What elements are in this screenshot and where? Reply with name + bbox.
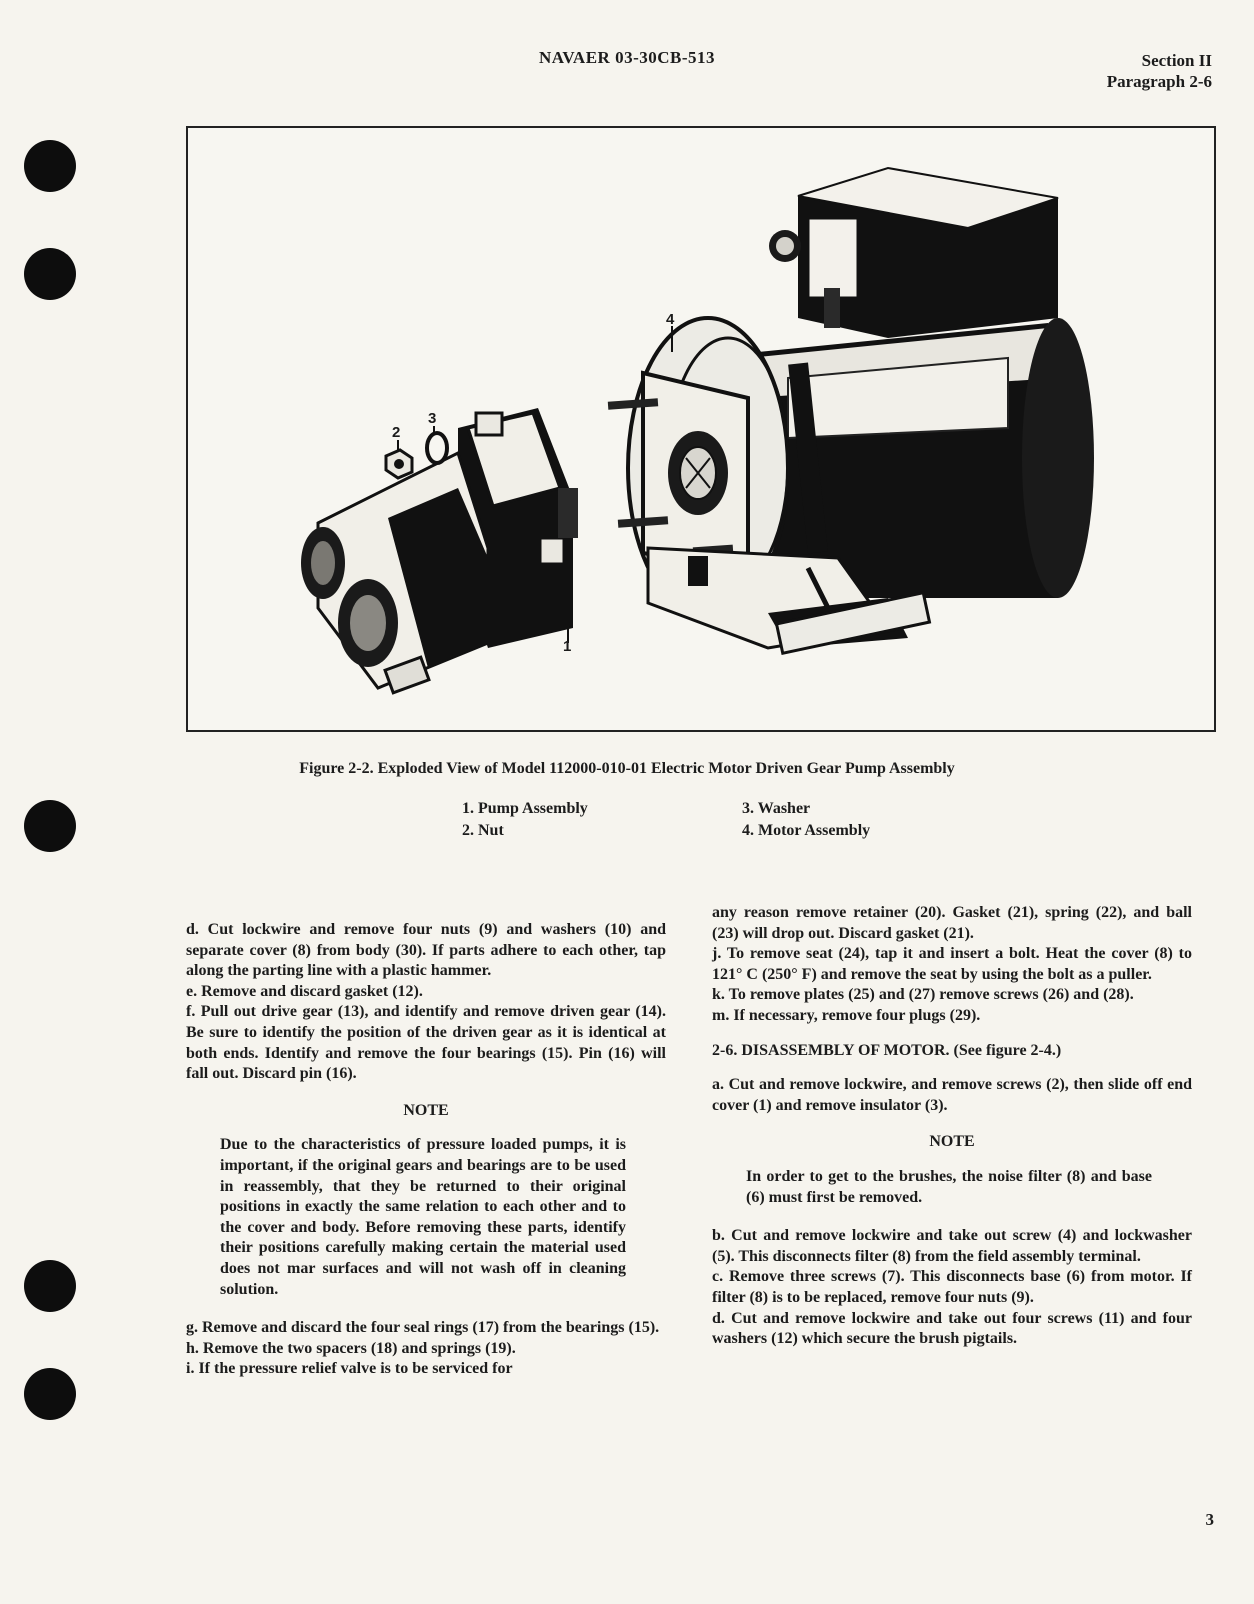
note-heading: NOTE <box>403 1101 449 1119</box>
callout-4: 4 <box>666 311 675 328</box>
legend-left <box>462 798 588 842</box>
section-reference <box>1107 50 1212 92</box>
step-j: j. To remove seat (24), tap it and insert a bolt. Heat the cover (8) to 121° C (250° F) and remove the seat by using the bolt as a puller. <box>712 945 1192 983</box>
motor-step-c: c. Remove three screws (7). This disconnects base (6) from motor. If filter (8) is to be replaced, remove four nuts (9). <box>712 1268 1192 1306</box>
motor-step-b: b. Cut and remove lockwire and take out screw (4) and lockwasher (5). This disconnects filter (8) from the field assembly terminal. <box>712 1227 1192 1265</box>
right-column <box>712 903 1192 1350</box>
legend-item: 2. Nut <box>462 822 504 839</box>
note-heading: NOTE <box>929 1133 975 1151</box>
step-i-continued: any reason remove retainer (20). Gasket (21), spring (22), and ball (23) will drop out. Discard gasket (21). <box>712 904 1192 942</box>
callout-3: 3 <box>428 410 437 427</box>
motor-step-d: d. Cut and remove lockwire and take out four screws (11) and four washers (12) which secure the brush pigtails. <box>712 1309 1192 1348</box>
legend-right <box>742 798 870 842</box>
step-k: k. To remove plates (25) and (27) remove screws (26) and (28). <box>712 986 1134 1004</box>
section-label: Section II <box>1141 51 1212 70</box>
left-column <box>186 920 666 1380</box>
motor-step-a: a. Cut and remove lockwire, and remove screws (2), then slide off end cover (1) and remove insulator (3). <box>712 1076 1192 1114</box>
step-f: f. Pull out drive gear (13), and identify and remove driven gear (14). Be sure to identify the position of the driven gear as it is identical at both ends. Identify and remove the four bearings (15). Pin (16) will fall out. Discard pin (16). <box>186 1003 666 1083</box>
legend-item: 3. Washer <box>742 800 811 817</box>
step-d: d. Cut lockwire and remove four nuts (9) and washers (10) and separate cover (8) from body (30). If parts adhere to each other, tap along the parting line with a plastic hammer. <box>186 921 666 980</box>
step-i: i. If the pressure relief valve is to be serviced for <box>186 1360 513 1378</box>
legend-item: 1. Pump Assembly <box>462 800 588 817</box>
section-heading: 2-6. DISASSEMBLY OF MOTOR. (See figure 2-4.) <box>712 1041 1062 1059</box>
binder-hole <box>24 1368 76 1420</box>
binder-hole <box>24 248 76 300</box>
figure-frame <box>186 126 1216 732</box>
binder-hole <box>24 800 76 852</box>
binder-hole <box>24 1260 76 1312</box>
figure-caption: Figure 2-2. Exploded View of Model 112000-010-01 Electric Motor Driven Gear Pump Assembly <box>299 760 955 777</box>
note-body: In order to get to the brushes, the noise filter (8) and base (6) must first be removed. <box>746 1167 1152 1206</box>
step-m: m. If necessary, remove four plugs (29). <box>712 1006 981 1024</box>
step-g: g. Remove and discard the four seal rings (17) from the bearings (15). <box>186 1319 660 1337</box>
callout-1: 1 <box>563 638 572 655</box>
nut-drawing <box>386 450 412 478</box>
step-h: h. Remove the two spacers (18) and springs (19). <box>186 1339 516 1357</box>
washer-drawing <box>427 433 447 463</box>
paragraph-label: Paragraph 2-6 <box>1106 72 1212 91</box>
binder-hole <box>24 140 76 192</box>
pump-assembly-drawing <box>301 408 578 693</box>
callout-2: 2 <box>392 424 401 441</box>
step-e: e. Remove and discard gasket (12). <box>186 982 423 1000</box>
page-number: 3 <box>1205 1510 1214 1529</box>
document-id: NAVAER 03-30CB-513 <box>538 48 716 67</box>
note-body: Due to the characteristics of pressure loaded pumps, it is important, if the original gears and bearings are to be used in reassembly, that they be returned to their original positions in exactly the same relation to each other and to the cover and body. Before removing these parts, identify their positions carefully making certain the material used does not mar surfaces and will not wash off in cleaning solution. <box>220 1136 626 1298</box>
exploded-view-illustration <box>188 128 1214 730</box>
legend-item: 4. Motor Assembly <box>742 822 871 839</box>
motor-assembly-drawing <box>608 168 1094 653</box>
